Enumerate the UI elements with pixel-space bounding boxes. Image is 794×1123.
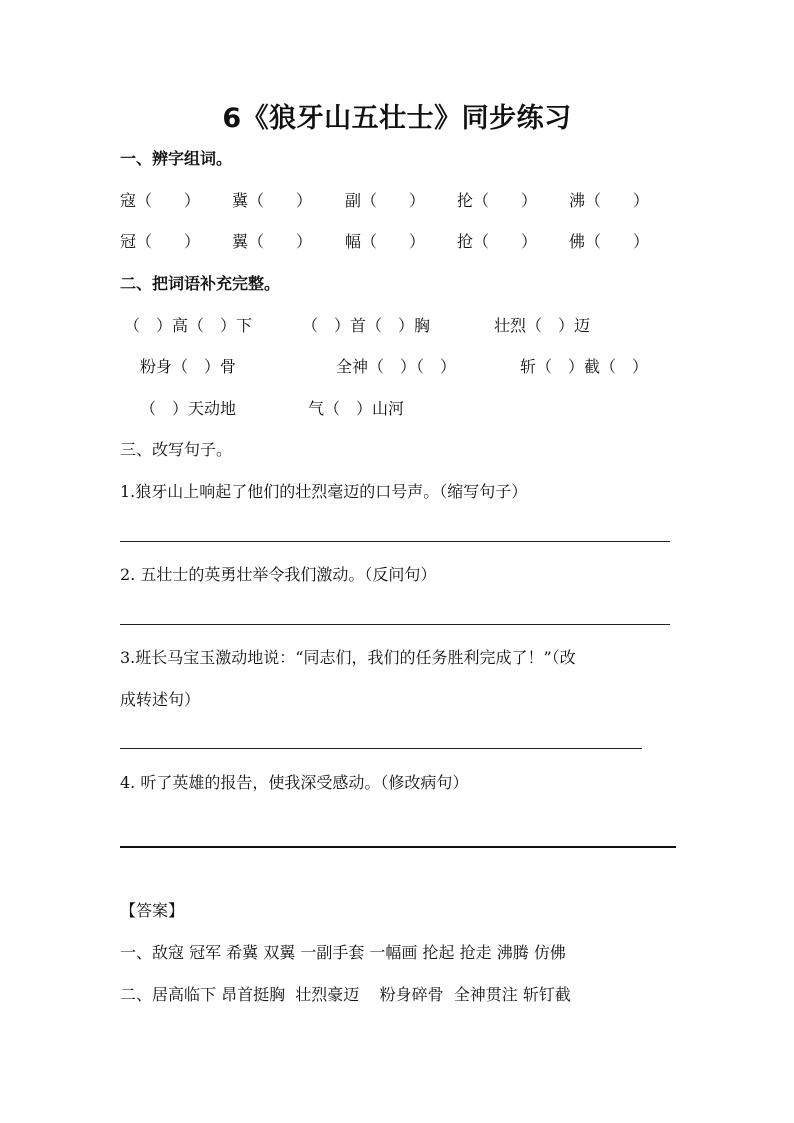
question-2: 2. 五壮士的英勇壮举令我们激动。（反问句）: [120, 565, 437, 584]
answer-blank-line: [120, 541, 670, 542]
answer-blank-line: [120, 624, 670, 625]
idiom-item: 壮烈（ ）迈: [494, 316, 591, 335]
question-3-line2: 成转述句）: [120, 690, 201, 709]
section1-heading: 一、辨字组词。: [120, 149, 233, 168]
answers-heading: 【答案】: [120, 901, 185, 920]
idiom-item: 粉身（ ）骨: [140, 357, 237, 376]
char-pair-item: 沸（ ）: [569, 191, 650, 210]
answer-blank-line: [120, 748, 642, 749]
char-pair-item: 冀（ ）: [232, 191, 313, 210]
idiom-item: （ ）天动地: [140, 399, 237, 418]
char-pair-item: 翼（ ）: [232, 232, 313, 251]
answers-line-1: 一、敌寇 冠军 希冀 双翼 一副手套 一幅画 抡起 抢走 沸腾 仿佛: [120, 943, 566, 962]
char-pair-item: 寇（ ）: [120, 191, 201, 210]
char-pair-item: 抡（ ）: [457, 191, 538, 210]
char-pair-item: 副（ ）: [345, 191, 426, 210]
idiom-item: （ ）首（ ）胸: [302, 316, 431, 335]
page-title: 6《狼牙山五壮士》同步练习: [222, 103, 572, 134]
section3-heading: 三、改写句子。: [120, 440, 233, 459]
question-1: 1.狼牙山上响起了他们的壮烈毫迈的口号声。（缩写句子）: [120, 482, 528, 501]
idiom-item: 全神（ ）（ ）: [336, 357, 457, 376]
char-pair-item: 冠（ ）: [120, 232, 201, 251]
char-pair-item: 幅（ ）: [345, 232, 426, 251]
char-pair-item: 抢（ ）: [457, 232, 538, 251]
answers-line-2: 二、居高临下 昂首挺胸 壮烈豪迈 粉身碎骨 全神贯注 斩钉截: [120, 985, 571, 1004]
idiom-item: （ ）高（ ）下: [124, 316, 253, 335]
idiom-item: 斩（ ）截（ ）: [520, 357, 649, 376]
question-4: 4. 听了英雄的报告，使我深受感动。（修改病句）: [120, 773, 469, 792]
section-divider: [120, 846, 676, 848]
question-3-line1: 3.班长马宝玉激动地说：“同志们，我们的任务胜利完成了！”（改: [120, 648, 576, 667]
idiom-item: 气（ ）山河: [308, 399, 405, 418]
section2-heading: 二、把词语补充完整。: [120, 274, 281, 293]
char-pair-item: 佛（ ）: [569, 232, 650, 251]
